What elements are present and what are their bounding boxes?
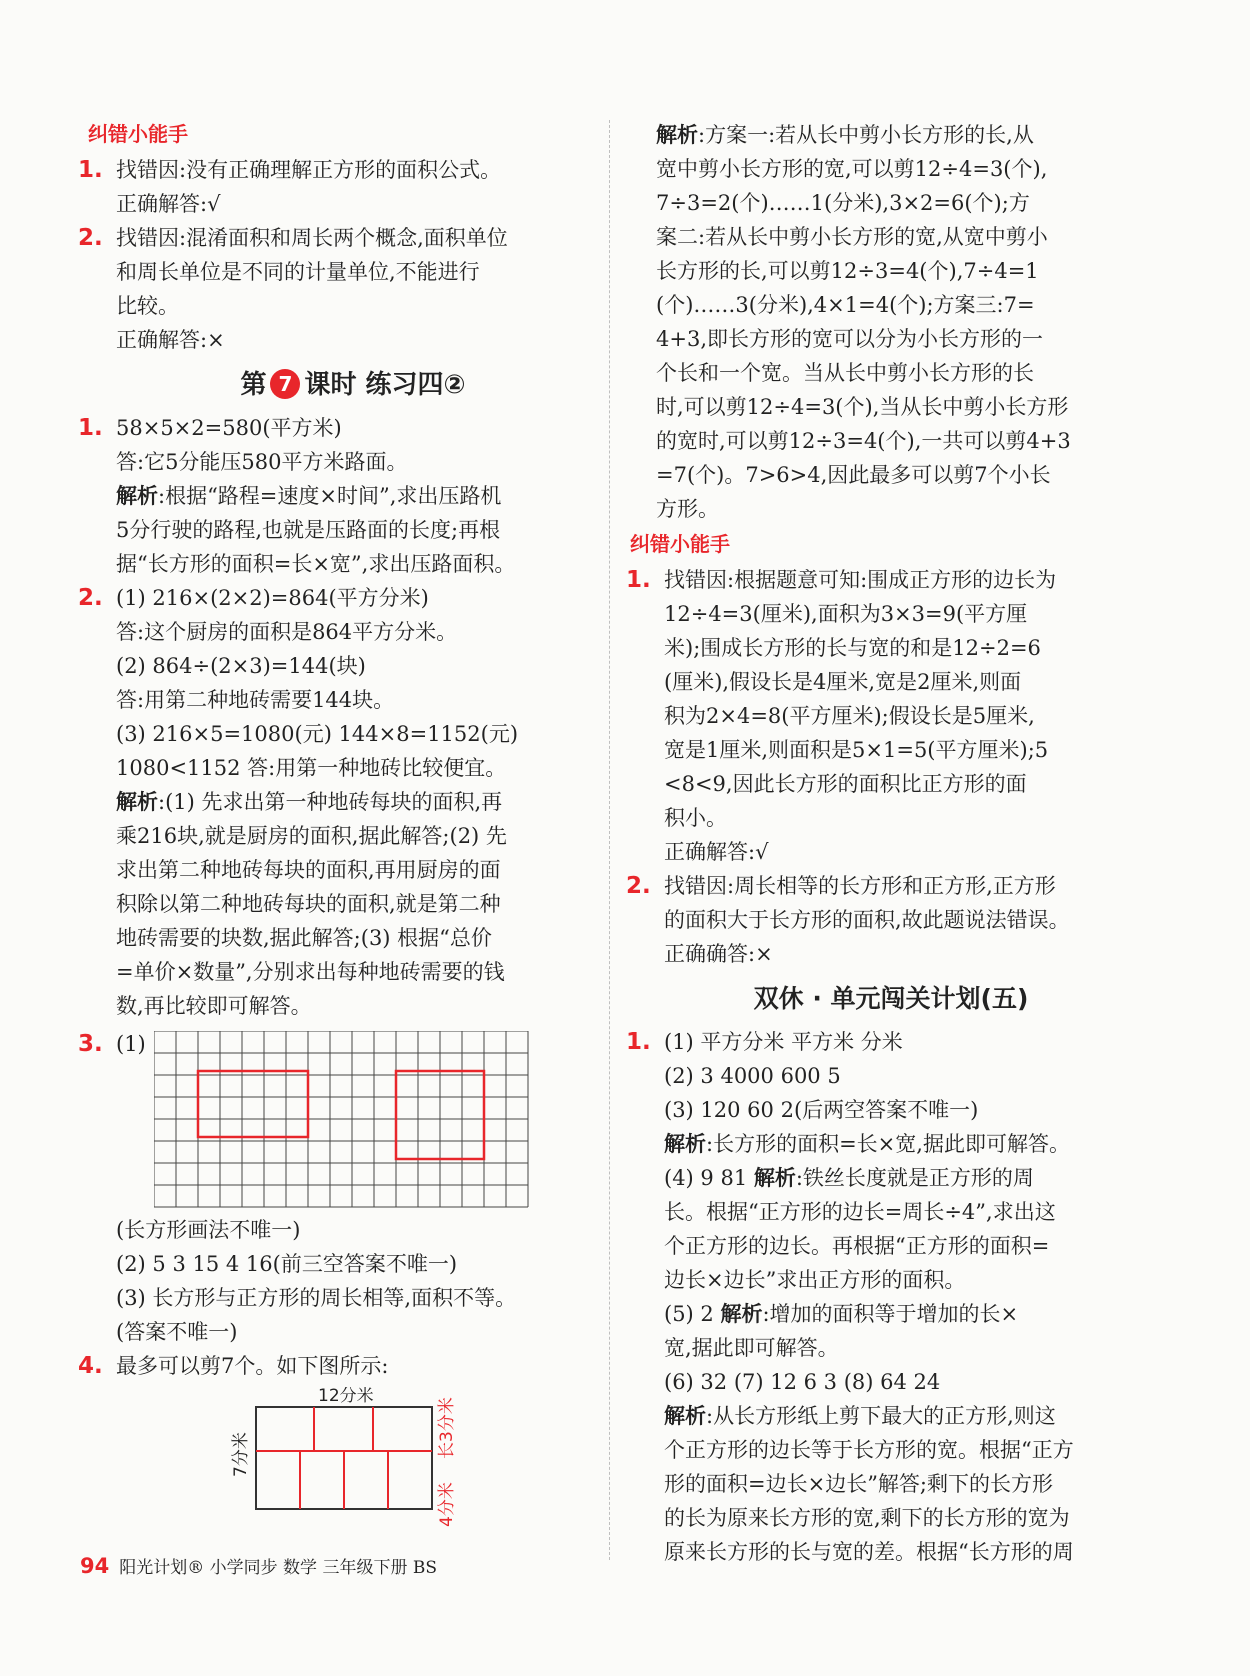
text-line: (长方形画法不唯一) [116,1218,301,1242]
analysis-text: :方案一:若从长中剪小长方形的长,从 [698,123,1034,147]
item-number: 1. [78,415,103,441]
text-line: (个)……3(分米),4×1=4(个);方案三:7= [656,293,1035,317]
text-line: 12÷4=3(厘米),面积为3×3=9(平方厘 [664,602,1028,626]
text-line: 比较。 [116,294,179,318]
text-line: 找错因:根据题意可知:围成正方形的边长为 [664,568,1057,592]
text-line: 据“长方形的面积=长×宽”,求出压路面积。 [116,552,516,576]
part-answer: (4) 9 81 [664,1166,754,1190]
analysis-text: :长方形的面积=长×宽,据此即可解答。 [706,1132,1070,1156]
unit-title: 双休 · 单元闯关计划(五) [753,984,1029,1013]
text-line: <8<9,因此长方形的面积比正方形的面 [664,772,1027,796]
analysis-line [116,479,598,513]
part-label: (1) [116,1032,146,1056]
grid-figure [154,1027,598,1213]
question-2 [78,581,598,1023]
text-line: (2) 3 4000 600 5 [664,1064,841,1088]
item-number: 2. [78,585,103,611]
cutting-svg [226,1387,556,1537]
correction-item-1 [626,563,1146,869]
correction-item-2 [78,221,598,357]
text-line: 正确确答:× [664,942,773,966]
analysis-label: 解析 [664,1131,706,1156]
text-line: 长。根据“正方形的边长=周长÷4”,求出这 [664,1200,1056,1224]
text-line: 宽中剪小长方形的宽,可以剪12÷4=3(个), [656,157,1048,181]
rectangle-shape [198,1071,308,1137]
analysis-line [664,1161,1146,1195]
text-line: 形的面积=边长×边长”解答;剩下的长方形 [664,1472,1054,1496]
text-line: 答:它5分能压580平方米路面。 [116,450,408,474]
footer-text: 阳光计划® 小学同步 数学 三年级下册 BS [119,1558,437,1578]
text-line: 答:用第二种地砖需要144块。 [116,688,395,712]
item-number: 1. [78,157,103,183]
analysis-line [664,1127,1146,1161]
text-line: 积除以第二种地砖每块的面积,就是第二种 [116,892,501,916]
text-line: 7÷3=2(个)……1(分米),3×2=6(个);方 [656,191,1030,215]
text-line: 乘216块,就是厨房的面积,据此解答;(2) 先 [116,824,507,848]
correction-title: 纠错小能手 [88,122,188,146]
text-line: 和周长单位是不同的计量单位,不能进行 [116,260,480,284]
text-line: 找错因:周长相等的长方形和正方形,正方形 [664,874,1056,898]
correction-title: 纠错小能手 [630,532,730,556]
analysis-line [116,785,598,819]
column-divider [609,120,610,1560]
text-line: 案二:若从长中剪小长方形的宽,从宽中剪小 [656,225,1048,249]
text-line: 找错因:没有正确理解正方形的面积公式。 [116,158,502,182]
right-column [626,118,1146,1569]
grid-svg [154,1031,554,1217]
text-line: 最多可以剪7个。如下图所示: [116,1354,389,1378]
question-3 [78,1027,598,1349]
lesson-pre: 第 [240,370,267,400]
text-line: (2) 5 3 15 4 16(前三空答案不唯一) [116,1252,458,1276]
figure-right-label-1: 长3分米 [437,1397,457,1459]
text-line: 答:这个厨房的面积是864平方分米。 [116,620,458,644]
text-line: (1) 216×(2×2)=864(平方分米) [116,586,429,610]
text-line: 正确解答:√ [664,840,769,864]
item-number: 2. [78,225,103,251]
item-number: 3. [78,1031,103,1057]
text-line: 原来长方形的长与宽的差。根据“长方形的周 [664,1540,1074,1564]
text-line: 宽,据此即可解答。 [664,1336,839,1360]
analysis-label: 解析 [116,483,158,508]
analysis-label: 解析 [753,1165,796,1190]
text-line: 4+3,即长方形的宽可以分为小长方形的一 [656,327,1043,351]
item-number: 1. [626,1029,651,1055]
text-line: 求出第二种地砖每块的面积,再用厨房的面 [116,858,501,882]
text-line: (厘米),假设长是4厘米,宽是2厘米,则面 [664,670,1022,694]
item-number: 2. [626,873,651,899]
analysis-label: 解析 [656,122,698,147]
text-line: 的长为原来长方形的宽,剩下的长方形的宽为 [664,1506,1070,1530]
figure-left-label: 7分米 [231,1432,251,1477]
analysis-text: :增加的面积等于增加的长× [762,1302,1019,1326]
analysis-label: 解析 [116,789,158,814]
analysis-line [664,1399,1146,1433]
question-4 [78,1349,598,1537]
text-line: =单价×数量”,分别求出每种地砖需要的钱 [116,960,505,984]
part-answer: (5) 2 [664,1302,721,1326]
text-line: 58×5×2=580(平方米) [116,416,342,440]
text-line: 积小。 [664,806,727,830]
page-number: 94 [80,1554,110,1578]
text-line: 找错因:混淆面积和周长两个概念,面积单位 [116,226,508,250]
text-line: 时,可以剪12÷4=3(个),当从长中剪小长方形 [656,395,1069,419]
lesson-title [108,361,598,409]
lesson-number-badge: 7 [270,369,300,399]
text-line: 边长×边长”求出正方形的面积。 [664,1268,966,1292]
text-line: (答案不唯一) [116,1320,238,1344]
item-number: 4. [78,1353,103,1379]
grid-lines [154,1031,528,1207]
left-column [78,118,598,1537]
cutting-figure [226,1387,598,1537]
text-line: 个正方形的边长。再根据“正方形的面积= [664,1234,1050,1258]
text-line: 个长和一个宽。当从长中剪小长方形的长 [656,361,1034,385]
figure-top-label: 12分米 [318,1387,374,1406]
correction-item-1 [78,153,598,221]
text-line: 米);围成长方形的长与宽的和是12÷2=6 [664,636,1041,660]
text-line: (1) 平方分米 平方米 分米 [664,1030,903,1054]
analysis-text: :根据“路程=速度×时间”,求出压路机 [158,484,502,508]
lesson-post: 课时 练习四② [304,370,466,400]
correction-item-2 [626,869,1146,971]
text-line: 长方形的长,可以剪12÷3=4(个),7÷4=1 [656,259,1039,283]
text-line: (3) 长方形与正方形的周长相等,面积不等。 [116,1286,517,1310]
text-line: 地砖需要的块数,据此解答;(3) 根据“总价 [116,926,492,950]
text-line: 宽是1厘米,则面积是5×1=5(平方厘米);5 [664,738,1049,762]
text-line: 1080<1152 答:用第一种地砖比较便宜。 [116,756,507,780]
analysis-text: :铁丝长度就是正方形的周 [795,1166,1034,1190]
unit-question-1 [626,1025,1146,1569]
figure-right-label-2: 4分米 [437,1482,457,1527]
page-footer [80,1553,437,1578]
text-line: (6) 32 (7) 12 6 3 (8) 64 24 [664,1370,941,1394]
analysis-label: 解析 [664,1403,706,1428]
text-line: 方形。 [656,497,719,521]
text-line: (3) 216×5=1080(元) 144×8=1152(元) [116,722,519,746]
analysis-text: :(1) 先求出第一种地砖每块的面积,再 [158,790,503,814]
text-line: 的宽时,可以剪12÷3=4(个),一共可以剪4+3 [656,429,1071,453]
text-line: 正确解答:× [116,328,225,352]
text-line: 个正方形的边长等于长方形的宽。根据“正方 [664,1438,1074,1462]
text-line: 的面积大于长方形的面积,故此题说法错误。 [664,908,1070,932]
analysis-line [626,118,1146,152]
question-1 [78,411,598,581]
text-line: 5分行驶的路程,也就是压路面的长度;再根 [116,518,501,542]
text-line: 正确解答:√ [116,192,221,216]
analysis-line [664,1297,1146,1331]
analysis-text: :从长方形纸上剪下最大的正方形,则这 [706,1404,1056,1428]
text-line: 数,再比较即可解答。 [116,994,312,1018]
text-line: =7(个)。7>6>4,因此最多可以剪7个小长 [656,463,1051,487]
text-line: (2) 864÷(2×3)=144(块) [116,654,366,678]
analysis-label: 解析 [720,1301,763,1326]
text-line: 积为2×4=8(平方厘米);假设长是5厘米, [664,704,1035,728]
item-number: 1. [626,567,651,593]
text-line: (3) 120 60 2(后两空答案不唯一) [664,1098,979,1122]
